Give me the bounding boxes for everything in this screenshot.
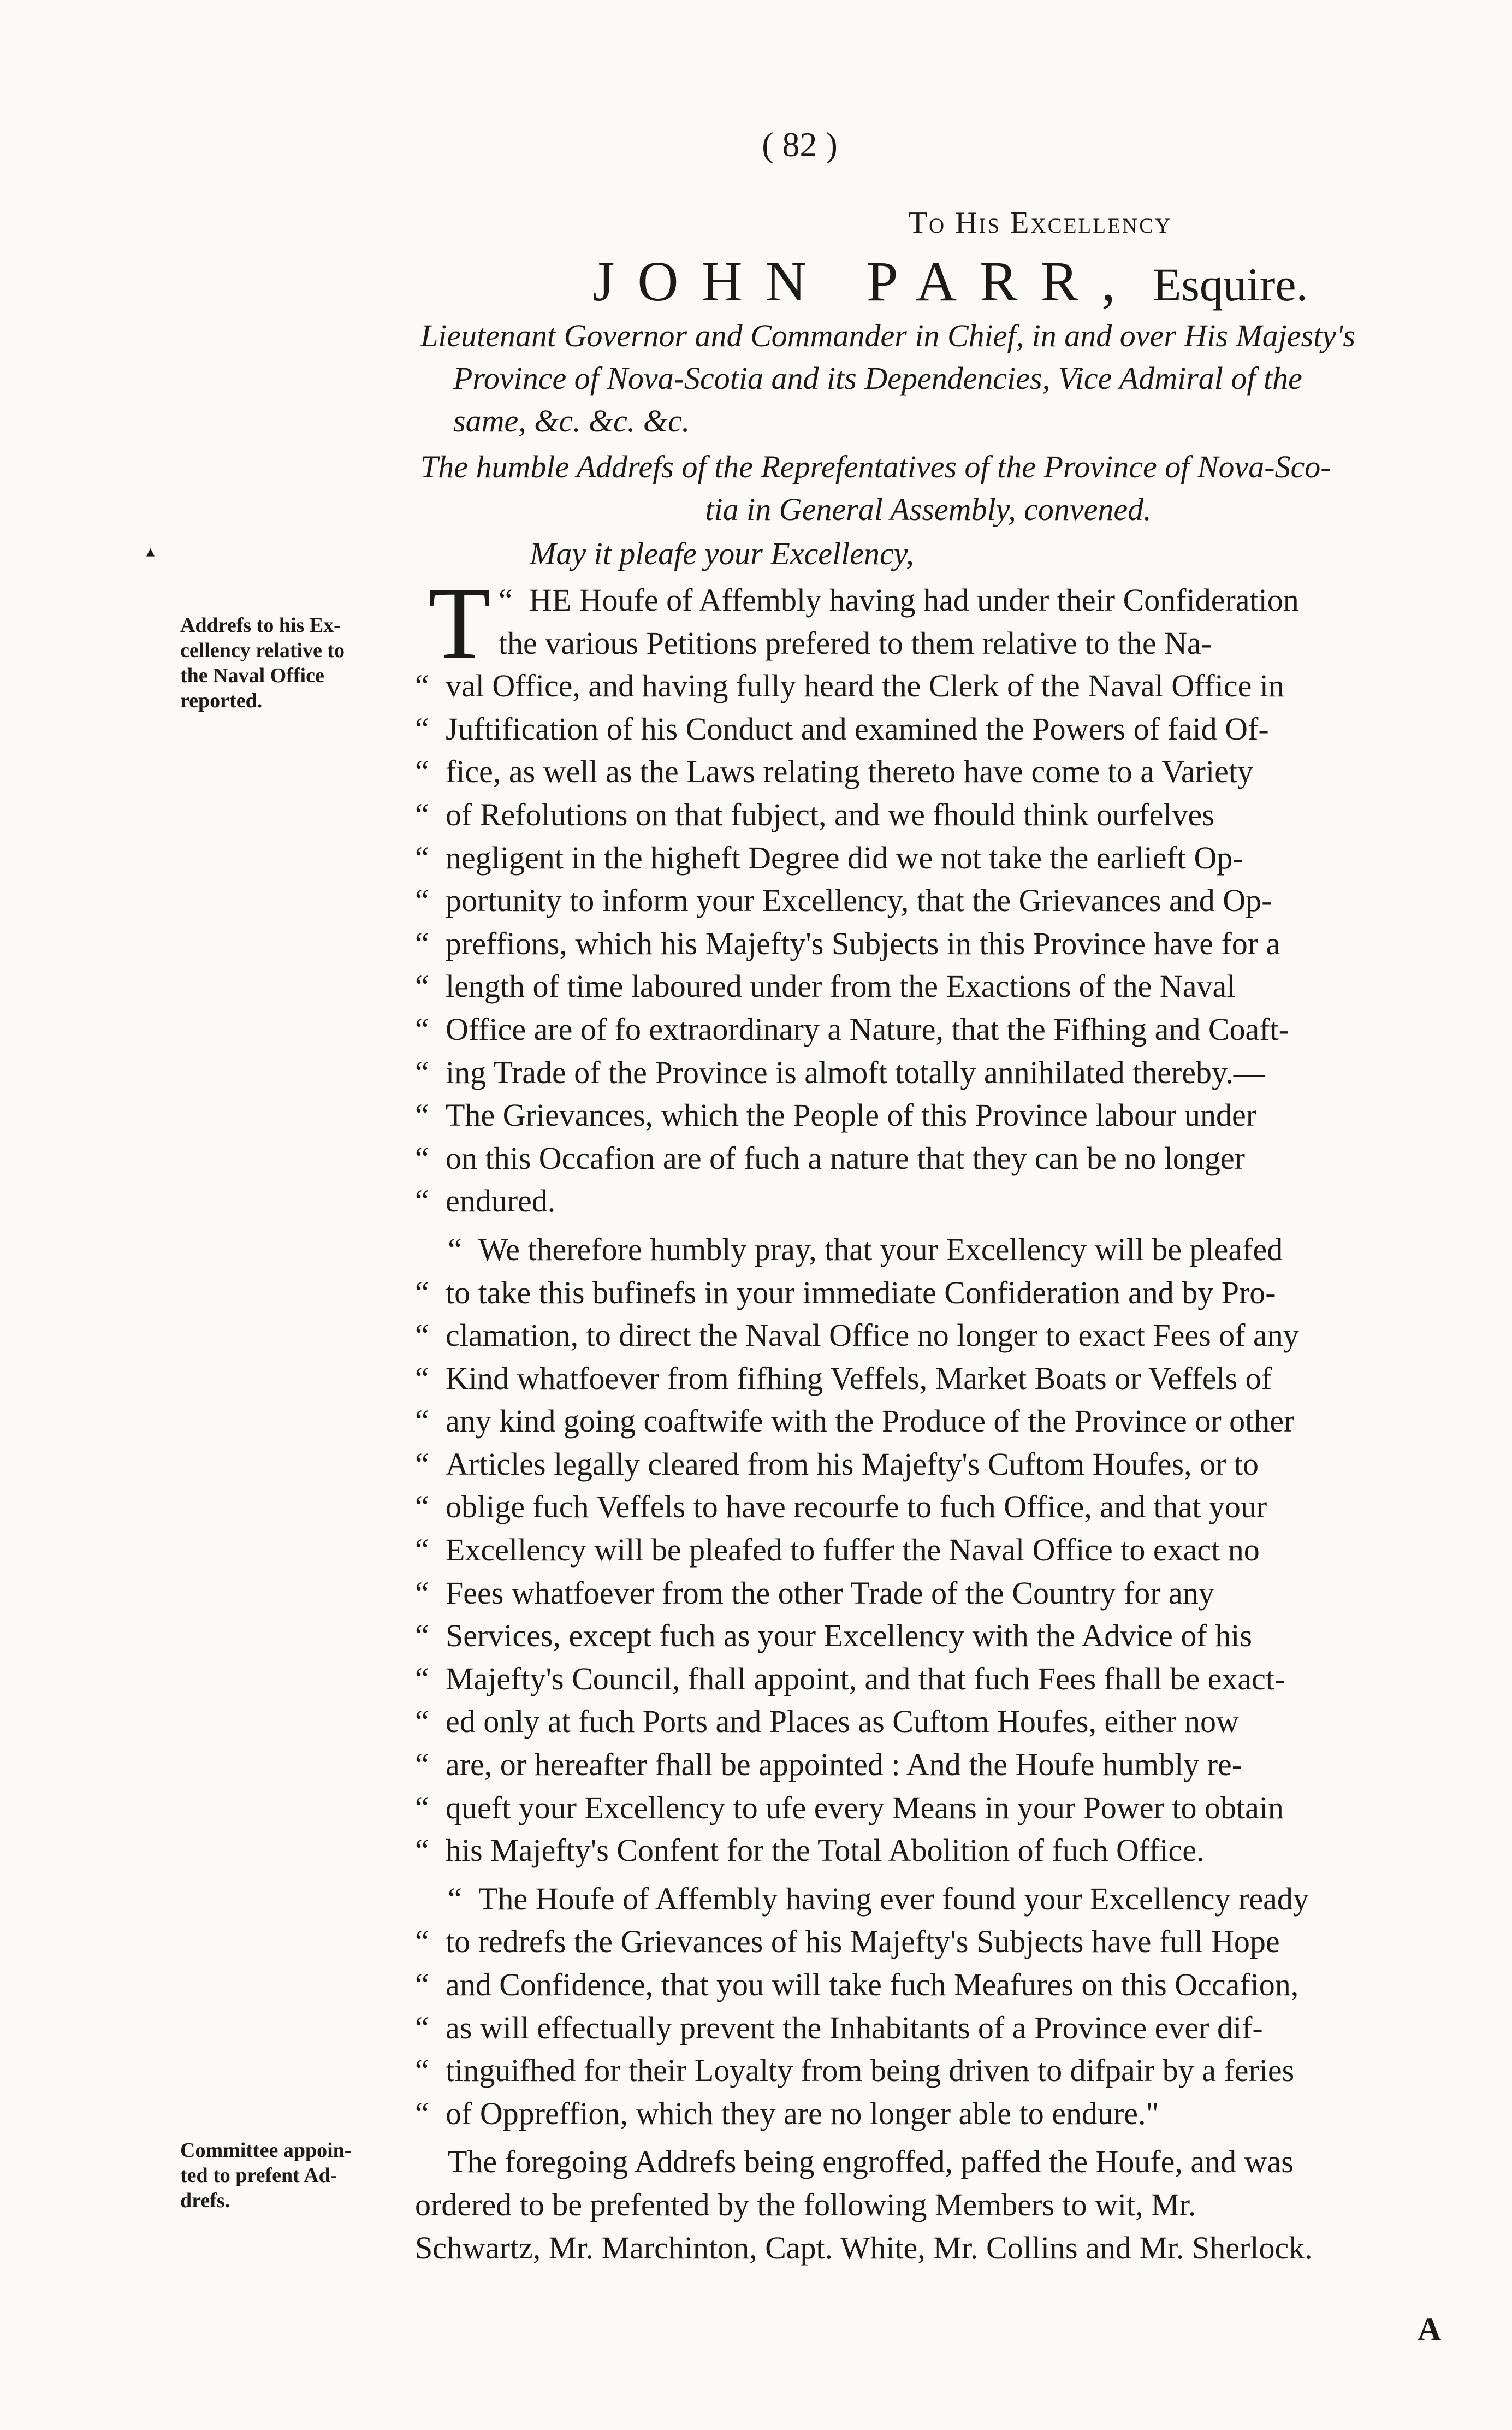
- quote-mark: “: [448, 1881, 462, 1917]
- text-line: “ The Houfe of Affembly having ever found your Excellency ready: [415, 1878, 1442, 1921]
- text-line: “ Articles legally cleared from his Majefty's Cuftom Houfes, or to: [415, 1443, 1442, 1486]
- text-line: “ Fees whatfoever from the other Trade of the Country for any: [415, 1572, 1442, 1615]
- quote-mark: “: [415, 1967, 429, 2002]
- margin-note-line: drefs.: [180, 2189, 230, 2212]
- address-heading: [420, 446, 1436, 531]
- text-line: “ Office are of fo extraordinary a Nature, that the Fifhing and Coaft-: [415, 1008, 1442, 1051]
- quote-mark: “: [415, 1360, 429, 1396]
- text-line: “ preffions, which his Majefty's Subjects in this Province have for a: [415, 923, 1442, 966]
- quote-mark: “: [415, 968, 429, 1004]
- text-line: “ length of time laboured under from the Exactions of the Naval: [415, 965, 1442, 1008]
- quote-mark: “: [415, 839, 429, 876]
- text-line: “ queft your Excellency to ufe every Means in your Power to obtain: [415, 1787, 1442, 1830]
- text-line: “ oblige fuch Veffels to have recourfe to fuch Office, and that your: [415, 1486, 1442, 1529]
- quote-mark: “: [415, 883, 429, 919]
- text-line: the various Petitions prefered to them relative to the Na-: [498, 625, 1212, 661]
- text-line: “ any kind going coaftwife with the Produce of the Province or other: [415, 1400, 1442, 1443]
- address-to: To His Excellency: [908, 206, 1172, 240]
- quote-mark: “: [415, 1054, 429, 1090]
- body-text: [415, 566, 1442, 2269]
- margin-note-line: Committee appoin-: [180, 2139, 352, 2162]
- text-line: “ ed only at fuch Ports and Places as Cuftom Houfes, either now: [415, 1700, 1442, 1743]
- text-line: “ to take this bufinefs in your immediate Confideration and by Pro-: [415, 1272, 1442, 1315]
- title-line: Lieutenant Governor and Commander in Chief, in and over His Majesty's: [420, 318, 1355, 353]
- margin-note-line: the Naval Office: [180, 664, 324, 687]
- margin-note-address: [180, 613, 399, 713]
- text-line: The foregoing Addrefs being engroffed, paffed the Houfe, and was: [448, 2144, 1294, 2180]
- quote-mark: “: [415, 2053, 429, 2089]
- text-line: “ The Grievances, which the People of this Province labour under: [415, 1094, 1442, 1137]
- text-line: “ fice, as well as the Laws relating thereto have come to a Variety: [415, 750, 1442, 794]
- quote-mark: “: [415, 1011, 429, 1047]
- quote-mark: “: [415, 711, 429, 747]
- quote-mark: “: [415, 1532, 429, 1568]
- text-line: “ We therefore humbly pray, that your Excellency will be pleafed: [415, 1228, 1442, 1272]
- margin-note-line: reported.: [180, 689, 263, 712]
- addressee-name: JOHN PARR,: [592, 250, 1139, 313]
- paragraph-4: [415, 2141, 1442, 2269]
- text-line: “ are, or hereafter fhall be appointed : And the Houfe humbly re-: [415, 1743, 1442, 1787]
- quote-mark: “: [415, 1924, 429, 1960]
- paragraph-2: [415, 1228, 1442, 1872]
- quote-mark: “: [415, 1446, 429, 1482]
- quote-mark: “: [415, 796, 429, 832]
- text-line: “ Excellency will be pleafed to fuffer the Naval Office to exact no: [415, 1529, 1442, 1572]
- drop-cap: T: [428, 566, 491, 680]
- text-line: Schwartz, Mr. Marchinton, Capt. White, Mr. Collins and Mr. Sherlock.: [415, 2230, 1313, 2266]
- quote-mark: “: [415, 1832, 429, 1869]
- quote-mark: “: [415, 1140, 429, 1176]
- quote-mark: “: [415, 1183, 429, 1219]
- text-line: “ endured.: [415, 1180, 1442, 1223]
- addressee-title: Esquire.: [1152, 258, 1308, 311]
- catchword: A: [1418, 2311, 1442, 2347]
- title-line: Province of Nova-Scotia and its Dependencies, Vice Admiral of the: [453, 360, 1302, 396]
- text-line: “ T HE Houfe of Affembly having had under their Confideration: [428, 566, 1299, 680]
- quote-mark: “: [415, 1704, 429, 1740]
- quote-mark: “: [415, 1317, 429, 1353]
- text-line: “ on this Occafion are of fuch a nature that they can be no longer: [415, 1137, 1442, 1180]
- paragraph-3: [415, 1878, 1442, 2136]
- page-number: ( 82 ): [762, 125, 838, 164]
- quote-mark: “: [498, 582, 513, 618]
- text-line: “ and Confidence, that you will take fuch Meafures on this Occafion,: [415, 1964, 1442, 2007]
- quote-mark: “: [415, 1618, 429, 1654]
- quote-mark: “: [415, 1097, 429, 1133]
- margin-note-line: cellency relative to: [180, 639, 345, 662]
- quote-mark: “: [415, 754, 429, 790]
- quote-mark: “: [448, 1231, 462, 1267]
- text-line: “ to redrefs the Grievances of his Majefty's Subjects have full Hope: [415, 1920, 1442, 1964]
- paragraph-1: [415, 566, 1442, 1223]
- text-line: “ clamation, to direct the Naval Office no longer to exact Fees of any: [415, 1314, 1442, 1357]
- text-line: “ of Refolutions on that fubject, and we fhould think ourfelves: [415, 794, 1442, 837]
- text-line: “ as will effectually prevent the Inhabitants of a Province ever dif-: [415, 2007, 1442, 2050]
- quote-mark: “: [415, 2009, 429, 2045]
- text-line: “ portunity to inform your Excellency, that the Grievances and Op-: [415, 879, 1442, 923]
- text-line: “ Kind whatfoever from fifhing Veffels, Market Boats or Veffels of: [415, 1357, 1442, 1400]
- text-line: ordered to be prefented by the following Members to wit, Mr.: [415, 2186, 1196, 2222]
- text-line: “ Services, except fuch as your Excellency with the Advice of his: [415, 1615, 1442, 1658]
- quote-mark: “: [415, 2095, 429, 2131]
- quote-mark: “: [415, 1403, 429, 1439]
- addressee-line: [568, 249, 1332, 317]
- quote-mark: “: [415, 1747, 429, 1783]
- margin-note-committee: [180, 2138, 399, 2213]
- quote-mark: “: [415, 668, 429, 704]
- text-line: “ negligent in the higheft Degree did we not take the earlieft Op-: [415, 837, 1442, 880]
- text-line: “ of Oppreffion, which they are no longer able to endure.": [415, 2092, 1442, 2136]
- address-heading-line: tia in General Assembly, convened.: [705, 492, 1152, 527]
- text-line: “ val Office, and having fully heard the Clerk of the Naval Office in: [415, 665, 1442, 708]
- quote-mark: “: [415, 925, 429, 961]
- text-line: “ his Majefty's Confent for the Total Abolition of fuch Office.: [415, 1829, 1442, 1872]
- addressee-titles: [420, 315, 1436, 442]
- margin-note-line: ted to prefent Ad-: [180, 2164, 337, 2187]
- quote-mark: “: [415, 1660, 429, 1696]
- text-line: “ Majefty's Council, fhall appoint, and that fuch Fees fhall be exact-: [415, 1658, 1442, 1701]
- text-line: “ ing Trade of the Province is almoft totally annihilated thereby.—: [415, 1051, 1442, 1095]
- text-line: “ Juftification of his Conduct and examined the Powers of faid Of-: [415, 708, 1442, 751]
- salutation: May it pleafe your Excellency,: [530, 536, 914, 571]
- title-line: same, &c. &c. &c.: [453, 403, 690, 439]
- quote-mark: “: [415, 1575, 429, 1611]
- quote-mark: “: [415, 1274, 429, 1310]
- text-line: “ tinguifhed for their Loyalty from being driven to difpair by a feries: [415, 2049, 1442, 2092]
- margin-note-line: Addrefs to his Ex-: [180, 614, 341, 637]
- quote-mark: “: [415, 1789, 429, 1825]
- margin-mark: ▴: [146, 542, 155, 560]
- quote-mark: “: [415, 1489, 429, 1525]
- address-heading-line: The humble Addrefs of the Reprefentatives of the Province of Nova-Sco-: [420, 449, 1331, 484]
